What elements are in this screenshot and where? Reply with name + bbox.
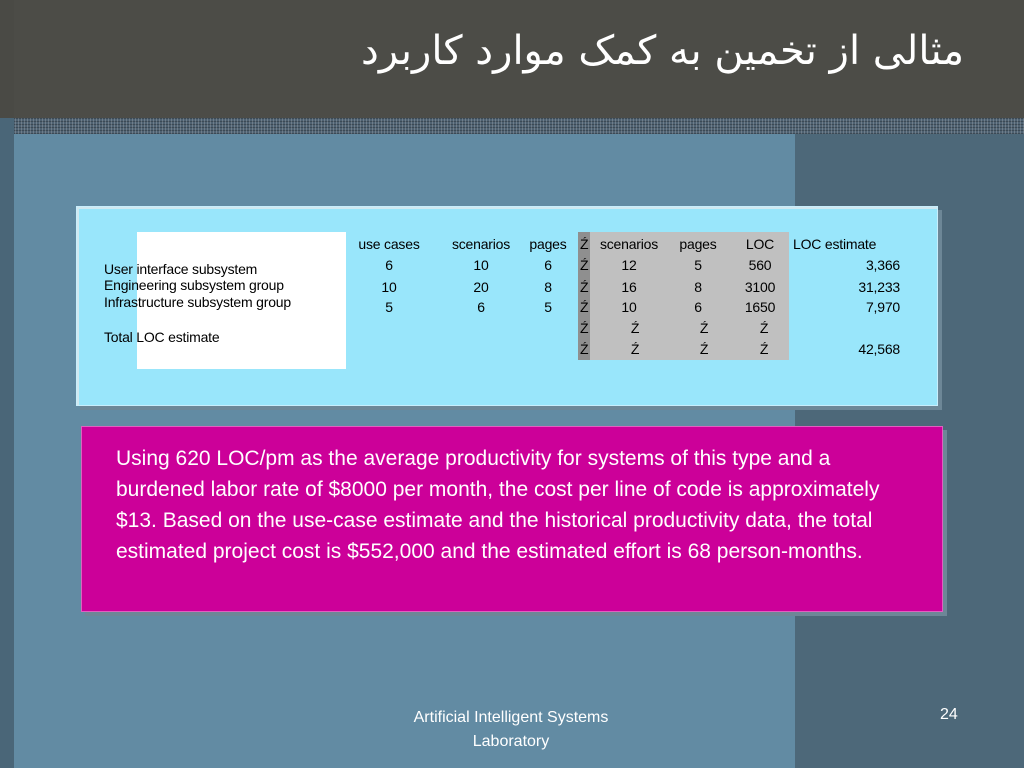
row-label: Infrastructure subsystem group <box>104 294 291 310</box>
row-loc-estimate: 3,366 <box>865 257 900 273</box>
estimate-table <box>76 206 938 406</box>
background-left-band <box>0 118 14 768</box>
row-label: Engineering subsystem group <box>104 277 284 293</box>
row-loc: 3100 <box>744 279 776 295</box>
header-loc-estimate: LOC estimate <box>793 236 877 252</box>
header-pages-2: pages <box>679 236 717 252</box>
blank-row-marker: Ź <box>580 320 589 336</box>
row-loc-estimate: 31,233 <box>858 279 900 295</box>
row-scenarios: 6 <box>477 299 485 315</box>
total-row-scenarios-2: Ź <box>630 341 640 357</box>
row-pages-2: 8 <box>694 279 702 295</box>
row-scenarios: 20 <box>473 279 489 295</box>
row-label: User interface subsystem <box>104 261 258 277</box>
blank-row-pages-2: Ź <box>699 320 709 336</box>
row-marker: Ź <box>580 299 589 315</box>
header-pages: pages <box>529 236 567 252</box>
row-pages: 8 <box>544 279 552 295</box>
row-pages: 6 <box>544 257 552 273</box>
row-pages-2: 5 <box>694 257 702 273</box>
total-label: Total LOC estimate <box>104 329 220 345</box>
explanation-box <box>81 426 943 612</box>
row-marker: Ź <box>580 257 589 273</box>
total-row-pages-2: Ź <box>699 341 709 357</box>
header-scenarios-2: scenarios <box>599 236 659 252</box>
blank-row-loc: Ź <box>759 320 769 336</box>
row-use-cases: 10 <box>381 279 397 295</box>
row-scenarios-2: 16 <box>621 279 637 295</box>
row-scenarios-2: 10 <box>621 299 637 315</box>
header-loc: LOC <box>745 236 775 252</box>
explanation-text: Using 620 LOC/pm as the average productivity for systems of this type and a burdened labor rate of $8000 per month, the cost per line of code is approximately $13. Based on the use-case estimate and the historical productivity data, the total estimated project cost is $552,000 and the estimated effort is 68 person-months. <box>116 447 880 563</box>
row-use-cases: 5 <box>385 299 393 315</box>
row-use-cases: 6 <box>385 257 393 273</box>
header-scenarios: scenarios <box>451 236 511 252</box>
total-row-loc: Ź <box>759 341 769 357</box>
page-number: 24 <box>940 706 958 723</box>
slide-title: مثالی از تخمین به کمک موارد کاربرد <box>361 28 964 74</box>
blank-row-scenarios-2: Ź <box>630 320 640 336</box>
row-pages-2: 6 <box>694 299 702 315</box>
row-loc-estimate: 7,970 <box>865 299 900 315</box>
total-loc-estimate: 42,568 <box>858 341 900 357</box>
slide-footer: Artificial Intelligent Systems Laboratory <box>413 709 609 750</box>
row-loc: 1650 <box>744 299 776 315</box>
row-scenarios: 10 <box>473 257 489 273</box>
total-row-marker: Ź <box>580 341 589 357</box>
header-use-cases: use cases <box>358 236 420 252</box>
row-scenarios-2: 12 <box>621 257 637 273</box>
header-marker: Ź <box>580 236 589 252</box>
row-loc: 560 <box>748 257 772 273</box>
row-pages: 5 <box>544 299 552 315</box>
decorative-strip <box>0 118 1024 134</box>
row-marker: Ź <box>580 279 589 295</box>
